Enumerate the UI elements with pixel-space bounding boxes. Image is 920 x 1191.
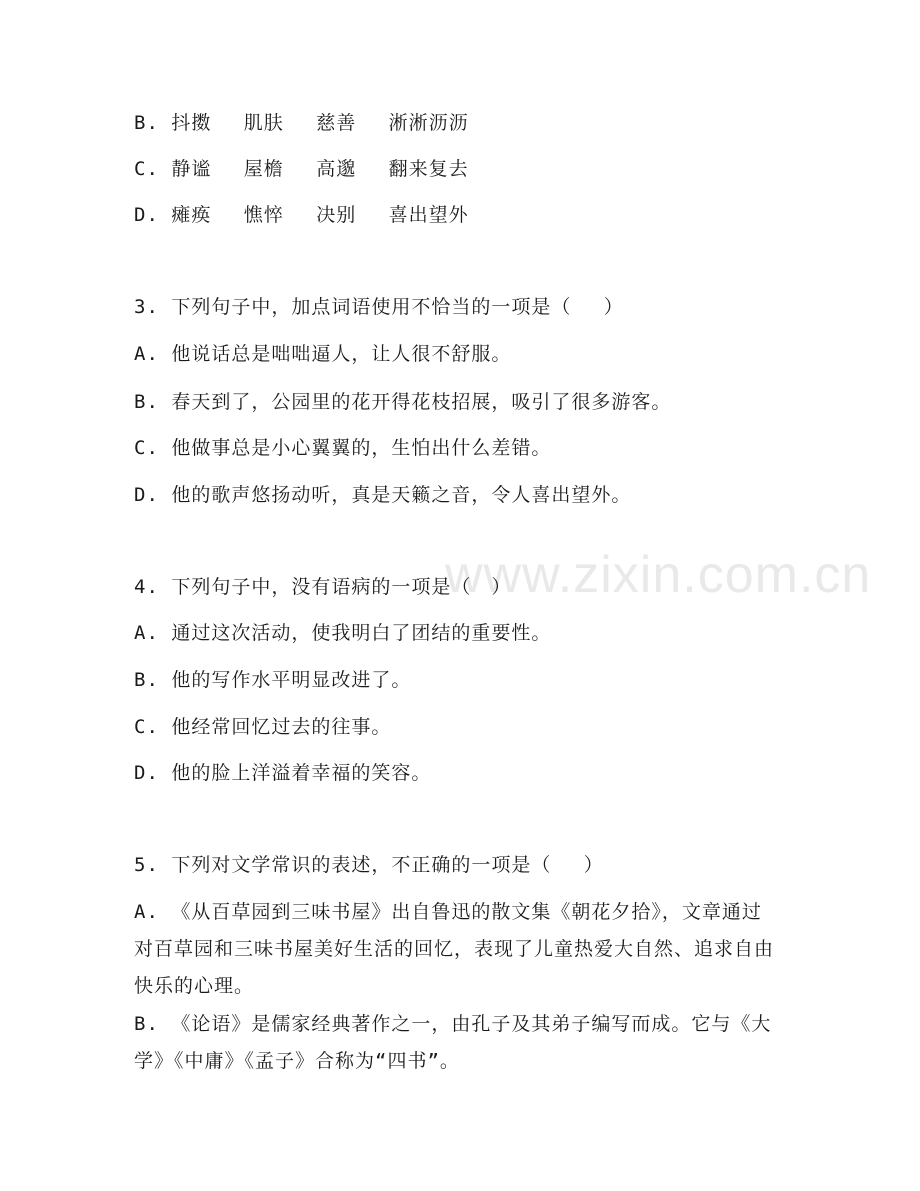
- q3-option-d: D. 他的歌声悠扬动听，真是天籁之音，令人喜出望外。: [134, 484, 632, 506]
- q2-option-c: C. 静谧 屋檐 高邈 翻来复去: [134, 158, 469, 180]
- q4-option-b: B. 他的写作水平明显改进了。: [134, 669, 412, 691]
- q5-option-a: A. 《从百草园到三味书屋》出自鲁迅的散文集《朝花夕拾》，文章通过对百草园和三味书屋美好生活的回忆，表现了儿童热爱大自然、追求自由快乐的心理。: [134, 901, 775, 997]
- q5-option-b: B. 《论语》是儒家经典著作之一，由孔子及其弟子编写而成。它与《大学》《中庸》《孟子》合称为“四书”。: [134, 1013, 772, 1072]
- q4-option-c: C. 他经常回忆过去的往事。: [134, 716, 392, 738]
- q3-option-a: A. 他说话总是咄咄逼人，让人很不舒服。: [134, 343, 512, 365]
- watermark: www.zixin.com.cn: [445, 546, 872, 604]
- q3-stem: 3. 下列句子中，加点词语使用不恰当的一项是（ ）: [134, 296, 624, 318]
- q4-stem: 4. 下列句子中，没有语病的一项是（ ）: [134, 576, 512, 598]
- q5-stem: 5. 下列对文学常识的表述，不正确的一项是（ ）: [134, 854, 604, 876]
- q4-option-d: D. 他的脸上洋溢着幸福的笑容。: [134, 762, 432, 784]
- q3-option-c: C. 他做事总是小心翼翼的，生怕出什么差错。: [134, 437, 552, 459]
- q2-option-d: D. 瘫痪 憔悴 决别 喜出望外: [134, 204, 469, 226]
- q2-option-b: B. 抖擞 肌肤 慈善 淅淅沥沥: [134, 112, 469, 134]
- q3-option-b: B. 春天到了，公园里的花开得花枝招展，吸引了很多游客。: [134, 391, 672, 413]
- q4-option-a: A. 通过这次活动，使我明白了团结的重要性。: [134, 622, 552, 644]
